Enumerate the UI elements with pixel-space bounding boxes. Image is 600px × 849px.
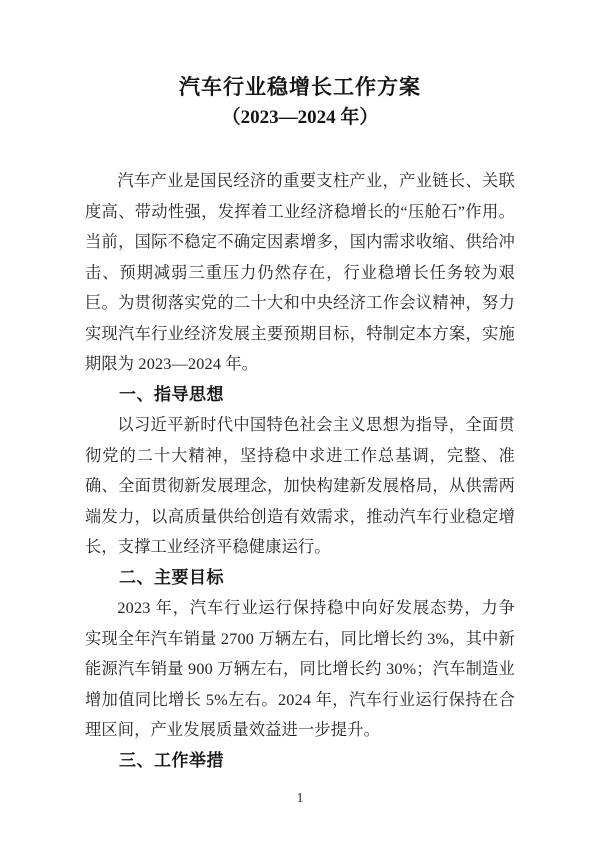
section-paragraph-1: 以习近平新时代中国特色社会主义思想为指导，全面贯彻党的二十大精神，坚持稳中求进工作总基调，完整、准确、全面贯彻新发展理念，加快构建新发展格局，从供需两端发力，以高质量供给创造有效需求，推动汽车行业稳定增长，支撑工业经济平稳健康运行。 — [85, 416, 515, 556]
document-subtitle: （2023—2024 年） — [221, 107, 379, 128]
page-number: 1 — [296, 791, 304, 806]
intro-paragraph: 汽车产业是国民经济的重要支柱产业，产业链长、关联度高、带动性强，发挥着工业经济稳增长的“压舱石”作用。当前，国际不稳定不确定因素增多，国内需求收缩、供给冲击、预期减弱三重压力仍然存在，行业稳增长任务较为艰巨。为贯彻落实党的二十大和中央经济工作会议精神，努力实现汽车行业经济发展主要预期目标，特制定本方案，实施期限为 2023—2024 年。 — [85, 172, 515, 373]
document-title: 汽车行业稳增长工作方案 — [179, 75, 421, 99]
section-heading-3: 三、工作举措 — [119, 750, 224, 770]
section-heading-1: 一、指导思想 — [119, 384, 224, 404]
document-content — [85, 0, 515, 776]
section-heading-2: 二、主要目标 — [119, 567, 224, 587]
section-paragraph-2: 2023 年，汽车行业运行保持稳中向好发展态势，力争实现全年汽车销量 2700 万辆左右，同比增长约 3%，其中新能源汽车销量 900 万辆左右，同比增长约 30%；汽车制造业增加值同比增长 5%左右。2024 年，汽车行业运行保持在合理区间，产业发展质量效益进一步提升。 — [85, 599, 515, 739]
